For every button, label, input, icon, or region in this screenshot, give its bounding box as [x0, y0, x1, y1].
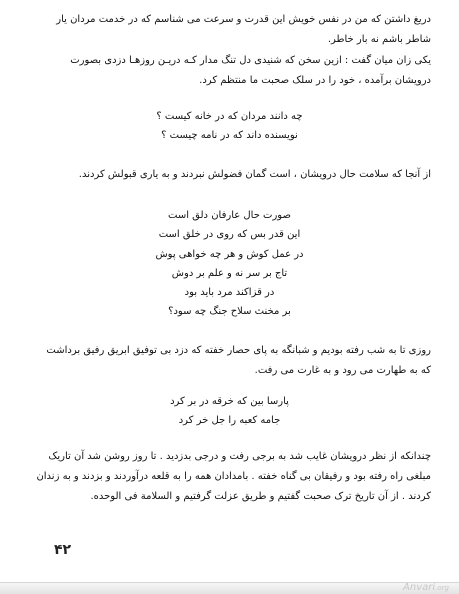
paragraph-line: کردند . از آن تاریخ ترک صحبت گفتیم و طریق عزلت گرفتیم و السلامة فی الوحده.: [90, 491, 431, 502]
paragraph-line: روزی تا به شب رفته بودیم و شبانگه به پای حصار خفته که دزد بی توفیق ابریق رفیق برداشت: [46, 345, 431, 356]
paragraph-1: [28, 10, 431, 50]
poem-2: [0, 206, 459, 322]
paragraph-line: از آنجا که سلامت حال درویشان ، است گمان فضولش نبردند و به یاری قبولش کردند.: [78, 169, 431, 180]
watermark-tld: .org: [435, 584, 449, 592]
poem-verse: پارسا بین که خرقه در بر کرد: [170, 396, 289, 407]
poem-verse: جامه کعبه را جل خر کرد: [178, 415, 281, 427]
poem-verse: در قزاکند مرد باید بود: [184, 287, 275, 299]
paragraph-line: مبلغی راه رفته بود و رفیقان بی گناه خفته . بامدادان همه را به قلعه درآوردند و بزدند و به زندان: [36, 471, 431, 482]
watermark-name: Anvari: [403, 582, 436, 593]
poem-1: [0, 107, 459, 146]
paragraph-line: یکی زان میان گفت : ازین سخن که شنیدی دل تنگ مدار کـه دریـن روزهـا دزدی بصورت: [70, 55, 431, 66]
paragraph-line: شاطر باشم نه بار خاطر.: [327, 34, 431, 45]
paragraph-5: [28, 447, 431, 507]
paragraph-line: درویشان برآمده ، خود را در سلک صحبت ما منتظم کرد.: [199, 75, 431, 86]
poem-verse: در عمل کوش و هر چه خواهی پوش: [155, 248, 304, 260]
paragraph-4: [28, 341, 431, 381]
poem-3: [0, 392, 459, 431]
paragraph-2: [28, 51, 431, 91]
paragraph-line: چندانکه از نظر درویشان غایب شد به برجی رفت و درجی بدزدید . تا روز روشن شد آن تاریک: [48, 451, 431, 462]
poem-verse: این قدر بس که روی در خلق است: [158, 229, 301, 241]
poem-verse: چه دانند مردان که در خانه کیست ؟: [156, 111, 303, 122]
footer-bar: [0, 582, 459, 594]
paragraph-line: که به طهارت می رود و به غارت می رفت.: [254, 365, 431, 376]
page-number: ۴۲: [54, 542, 72, 558]
paragraph-3: [28, 165, 431, 185]
poem-verse: صورت حال عارفان دلق است: [168, 210, 291, 221]
poem-verse: نویسنده داند که در نامه چیست ؟: [161, 130, 298, 142]
poem-verse: تاج بر سر نه و علم بر دوش: [171, 267, 288, 279]
paragraph-line: دریغ داشتن که من در نفس خویش این قدرت و سرعت می شناسم که در خدمت مردان یار: [56, 14, 431, 25]
site-watermark: [403, 582, 449, 594]
poem-verse: بر مخنث سلاح جنگ چه سود؟: [168, 306, 291, 318]
